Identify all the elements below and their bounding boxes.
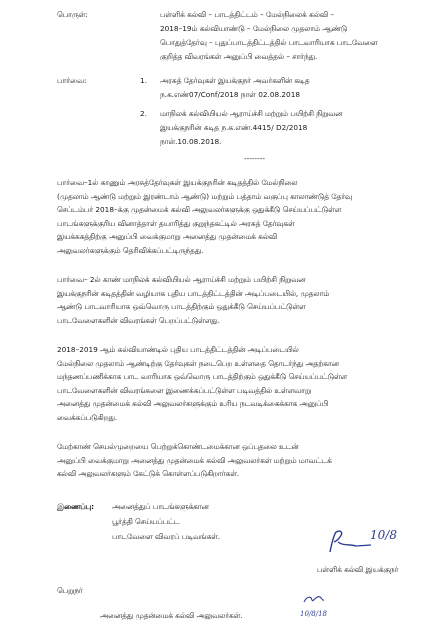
body-paragraph	[57, 442, 332, 483]
subject-line: பள்ளிக் கல்வி – பாடத்திட்டம் – மேல்நிலைக் கல்வி –	[160, 10, 335, 19]
subject-label: பொருள்:	[57, 10, 88, 19]
paragraph-line: அனுப்பி வைக்குமாறு அனைத்து முதன்மைக் கல்வி அலுவலர்கள் மற்றும் மாவட்டக்	[57, 455, 332, 465]
reference-line: நாள்.10.08.2018.	[160, 137, 222, 146]
paragraph-line: பாடவேளைகளின் விவரங்கள் பெறப்பட்டுள்ளது.	[57, 315, 220, 325]
enclosure-line: பூர்த்தி செய்யப்பட்ட	[112, 517, 180, 526]
subject-line: 2018–19ம் கல்வியாண்டு – மேல்நிலை முதலாம் ஆண்டு	[160, 24, 348, 33]
stamp-date: 10/8/18	[300, 610, 327, 618]
body-paragraph	[57, 275, 329, 329]
paragraph-line: இயக்குநரின் கடிதத்தின் வழியாக புதிய பாடத்திட்டத்தின் அடிப்படையில், முதலாம்	[57, 288, 330, 298]
signatory-designation: பள்ளிக் கல்வி இயக்குநர்	[317, 565, 399, 574]
paragraph-line: செப்டம்பர் 2018–க்கு முதன்மைக் கல்வி அலுவலர்களுக்கு ஒதுக்கீடு செய்யப்பட்டுள்ள	[57, 205, 342, 214]
paragraph-line: பாடவேளைகளின் விவரங்களை இணைக்கப்பட்டுள்ள படிவத்தில் உள்ளவாறு	[57, 385, 312, 395]
reference-line: ந.க.எண்07/Conf/2018 நாள் 02.08.2018	[160, 90, 300, 99]
paragraph-line: மேற்காண் செயல்முறையை பெற்றுக்கொண்டமைக்கான ஒப்புதலை உடன்	[57, 442, 299, 451]
enclosure-line: அனைத்துப் பாடங்களுக்கான	[112, 502, 209, 511]
paragraph-line: வைக்கப்படுகிறது.	[57, 412, 118, 422]
paragraph-line: (முதலாம் ஆண்டு மற்றும் இரண்டாம் ஆண்டு) மற்றும் பத்தாம் வகுப்பு காலாண்டுத் தேர்வு	[57, 191, 353, 201]
paragraph-line: அனைத்து முதன்மைக் கல்வி அலுவலர்களுக்கும் உரிய நடவடிக்கைக்காக அனுப்பி	[57, 399, 329, 408]
initials-stamp	[302, 592, 326, 606]
enclosure-label: இணைப்பு:	[57, 502, 95, 511]
subject-text	[160, 10, 378, 66]
paragraph-line: பார்வை– 2ல் காண் மாநிலக் கல்வியியல் ஆராய்ச்சி மற்றும் பயிற்சி நிறுவன	[57, 275, 306, 284]
signature-date: 10/8	[370, 528, 397, 542]
subject-line: பொதுத்தேர்வு – புதுப்பாடத்திட்டத்தில் பாடவாரியாக பாடவேளை	[160, 38, 378, 47]
paragraph-line: அலுவலர்களுக்கும் தெரிவிக்கப்பட்டிருந்தது.	[57, 245, 204, 255]
references-label: பார்வை:	[57, 76, 87, 85]
paragraph-line: இயக்ககத்திற்கு அனுப்பி வைக்குமாறு அனைத்து முதன்மைக் கல்வி	[57, 232, 278, 241]
recipient-to: அனைத்து முதன்மைக் கல்வி அலுவலர்கள்.	[100, 611, 243, 620]
reference-number: 1.	[140, 76, 147, 85]
paragraph-line: மேல்நிலை முதலாம் ஆண்டிற்கு தேர்வுகள் நடைபெற உள்ளதை தொடர்ந்து அதற்கான	[57, 358, 339, 368]
enclosure-line: பாடவேளை விவரப் படிவங்கள்.	[112, 532, 221, 541]
body-paragraph	[57, 178, 352, 259]
paragraph-line: பாடங்களுக்குரிய வினாத்தாள் தயாரித்து குறுந்தகட்டில் அரசுத் தேர்வுகள்	[57, 218, 295, 228]
reference-line: அரசுத் தேர்வுகள் இயக்குநர் அவர்களின் கடித	[160, 76, 310, 85]
body-paragraph	[57, 345, 347, 426]
paragraph-line: மந்தணப்பணிக்காக பாட வாரியாக ஒவ்வொரு பாடத்திற்கும் ஒதுக்கீடு செய்யப்பட்டுள்ள	[57, 372, 348, 381]
paragraph-line: கல்வி அலுவலர்களும் கேட்டுக் கொள்ளப்படுகிறார்கள்.	[57, 469, 240, 478]
recipient-label: பெறுநர்	[57, 586, 83, 595]
reference-separator: --------	[244, 154, 266, 163]
reference-line: மாநிலக் கல்வியியல் ஆராய்ச்சி மற்றும் பயிற்சி நிறுவன	[160, 109, 343, 118]
paragraph-line: 2018–2019 ஆம் கல்வியாண்டில் புதிய பாடத்திட்டத்தின் அடிப்படையில்	[57, 345, 299, 354]
reference-number: 2.	[140, 109, 147, 118]
reference-line: இயக்குநரின் கடித ந.க.எண்.4415/ D2/2018	[160, 123, 308, 132]
paragraph-line: பார்வை–1ல் காணும் அரசுத்தேர்வுகள் இயக்குநரின் கடிதத்தில் மேல்நிலை	[57, 178, 298, 187]
subject-line: குறித்த விவரங்கள் அனுப்பி வைத்தல் – சார்ந்து.	[160, 52, 318, 61]
paragraph-line: ஆண்டு பாடவாரியாக ஒவ்வொரு பாடத்திற்கும் ஒதுக்கீடு செய்யப்பட்டுள்ள	[57, 302, 306, 311]
